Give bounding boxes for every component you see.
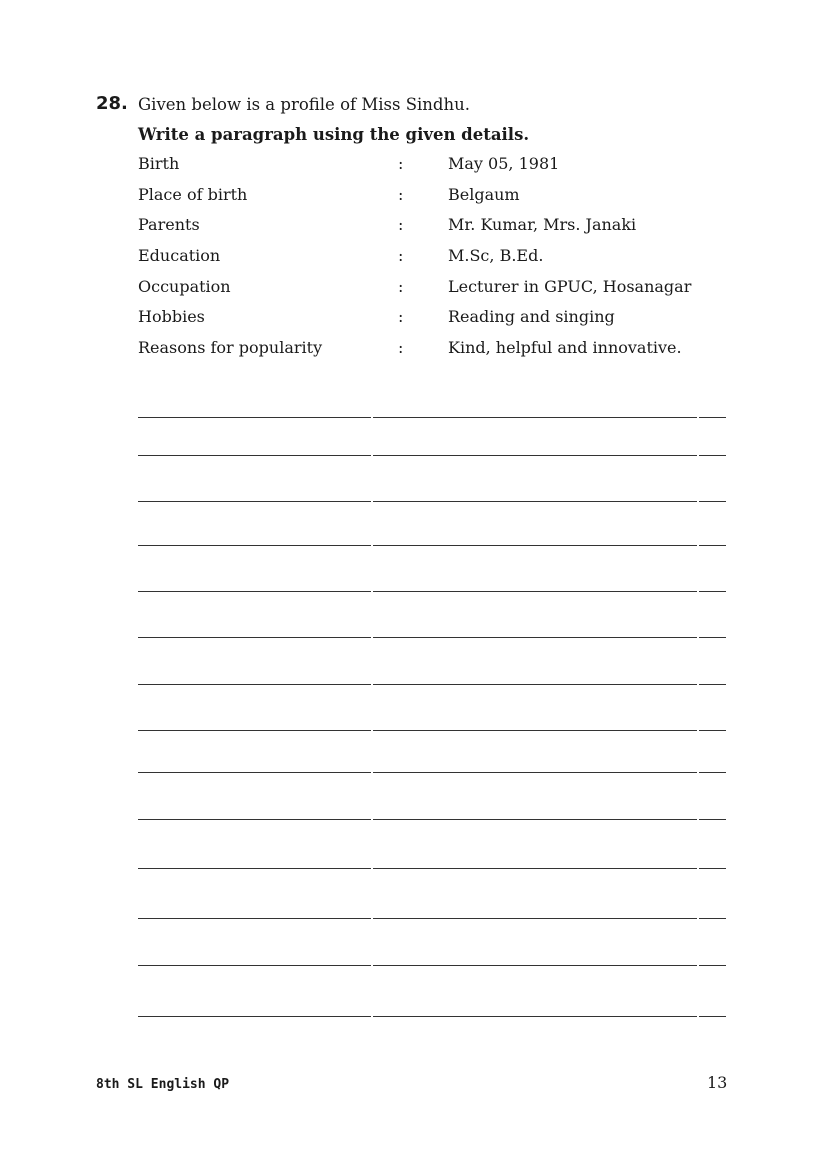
profile-label: Birth xyxy=(138,154,180,173)
profile-value: Reading and singing xyxy=(448,307,615,327)
profile-label: Parents xyxy=(138,215,200,235)
profile-row-parents xyxy=(138,215,738,246)
profile-value: Lecturer in GPUC, Hosanagar xyxy=(448,276,692,296)
profile-row-place-of-birth xyxy=(138,185,738,216)
profile-row-education xyxy=(138,246,738,277)
writing-line[interactable] xyxy=(138,455,726,456)
profile-table xyxy=(138,154,738,369)
profile-value: May 05, 1981 xyxy=(448,154,560,173)
profile-separator: : xyxy=(398,184,404,204)
question-intro: Given below is a profile of Miss Sindhu. xyxy=(138,95,470,114)
profile-separator: : xyxy=(398,307,404,327)
writing-line[interactable] xyxy=(138,730,726,731)
profile-value: Belgaum xyxy=(448,184,520,204)
writing-line[interactable] xyxy=(138,1016,726,1017)
page-number: 13 xyxy=(707,1073,728,1092)
profile-separator: : xyxy=(398,215,404,235)
profile-label: Reasons for popularity xyxy=(138,338,323,358)
profile-value: Mr. Kumar, Mrs. Janaki xyxy=(448,215,637,235)
profile-separator: : xyxy=(398,246,404,266)
profile-row-hobbies xyxy=(138,307,738,338)
profile-row-birth xyxy=(138,154,738,185)
profile-row-popularity xyxy=(138,338,738,369)
profile-label: Hobbies xyxy=(138,307,205,327)
profile-separator: : xyxy=(398,338,404,358)
writing-line[interactable] xyxy=(138,637,726,638)
footer-title: 8th SL English QP xyxy=(96,1077,230,1092)
profile-separator: : xyxy=(398,276,404,296)
writing-line[interactable] xyxy=(138,918,726,919)
writing-line[interactable] xyxy=(138,591,726,592)
profile-label: Place of birth xyxy=(138,184,248,204)
profile-row-occupation xyxy=(138,277,738,308)
profile-value: M.Sc, B.Ed. xyxy=(448,246,544,266)
writing-line[interactable] xyxy=(138,819,726,820)
question-instruction: Write a paragraph using the given details. xyxy=(138,125,530,144)
profile-label: Occupation xyxy=(138,276,231,296)
writing-line[interactable] xyxy=(138,501,726,502)
profile-label: Education xyxy=(138,246,221,266)
writing-line[interactable] xyxy=(138,684,726,685)
writing-line[interactable] xyxy=(138,868,726,869)
profile-value: Kind, helpful and innovative. xyxy=(448,338,682,358)
writing-line[interactable] xyxy=(138,772,726,773)
writing-line[interactable] xyxy=(138,545,726,546)
profile-separator: : xyxy=(398,154,404,173)
writing-line[interactable] xyxy=(138,417,726,418)
question-number: 28. xyxy=(96,93,128,114)
writing-line[interactable] xyxy=(138,965,726,966)
